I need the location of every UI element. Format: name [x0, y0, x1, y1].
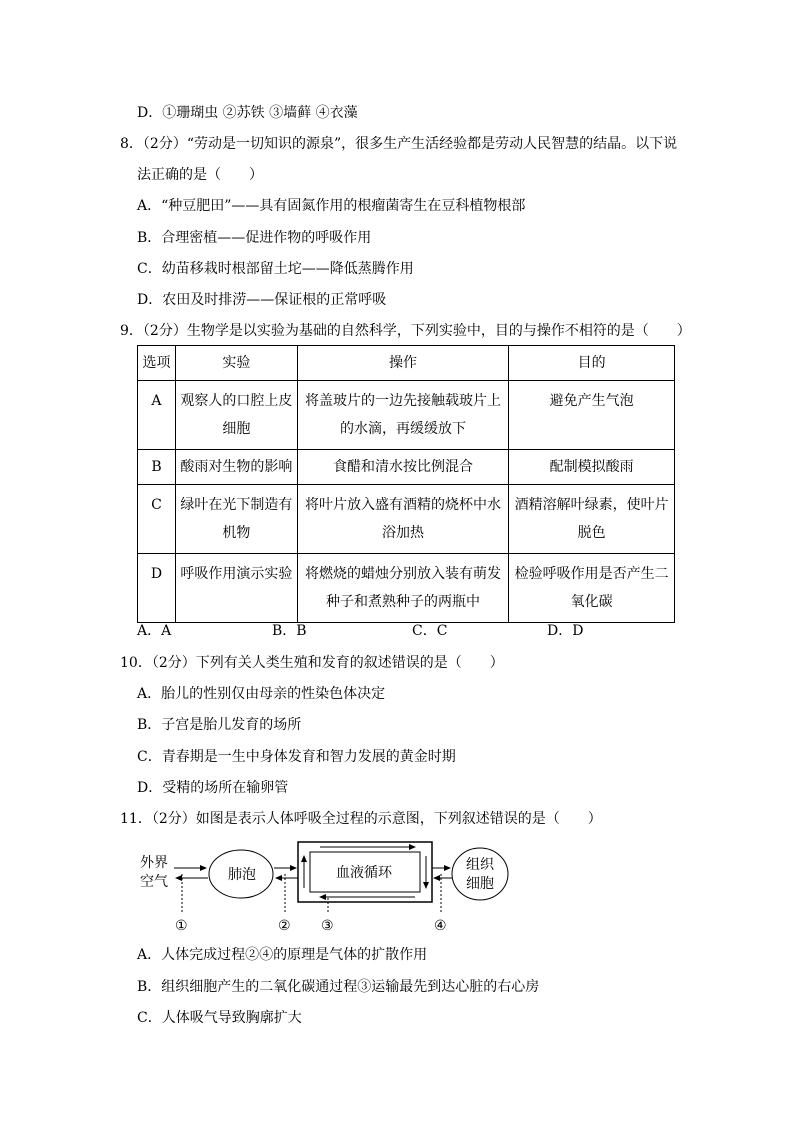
table-row [138, 381, 675, 450]
cell-option: C [138, 485, 176, 554]
cell-experiment: 观察人的口腔上皮细胞 [175, 381, 297, 450]
q8-stem-line2: 法正确的是（ ） [137, 167, 263, 183]
process-4-label: ④ [434, 918, 447, 934]
outside-air-label-2: 空气 [140, 874, 168, 890]
q9-stem: 9．（2分）生物学是以实验为基础的自然科学，下列实验中，目的与操作不相符的是（ ） [120, 323, 691, 339]
cell-experiment: 呼吸作用演示实验 [175, 554, 297, 623]
process-2-label: ② [278, 918, 291, 934]
q8-option-d: D．农田及时排涝——保证根的正常呼吸 [137, 292, 387, 308]
q8-option-c: C．幼苗移栽时根部留土坨——降低蒸腾作用 [137, 261, 414, 277]
table-header-row [138, 346, 675, 381]
q8-option-a: A．“种豆肥田”——具有固氮作用的根瘤菌寄生在豆科植物根部 [137, 198, 526, 214]
q11-stem: 11．（2分）如图是表示人体呼吸全过程的示意图，下列叙述错误的是（ ） [120, 811, 602, 827]
outside-air-label-1: 外界 [140, 855, 168, 871]
table-row [138, 554, 675, 623]
q11-option-c: C．人体吸气导致胸廓扩大 [137, 1010, 302, 1026]
cell-purpose: 避免产生气泡 [509, 381, 675, 450]
cell-operation: 将叶片放入盛有酒精的烧杯中水浴加热 [297, 485, 509, 554]
tissue-cell-label-1: 组织 [466, 857, 494, 873]
cell-experiment: 绿叶在光下制造有机物 [175, 485, 297, 554]
header-experiment: 实验 [175, 346, 297, 381]
q9-answer-c: C．C [412, 623, 448, 639]
process-3-label: ③ [321, 918, 334, 934]
q10-option-b: B．子宫是胎儿发育的场所 [137, 717, 302, 733]
cell-operation: 食醋和清水按比例混合 [297, 450, 509, 485]
blood-circulation-label: 血液循环 [336, 865, 392, 881]
alveoli-label: 肺泡 [228, 867, 256, 883]
header-operation: 操作 [297, 346, 509, 381]
tissue-cell-label-2: 细胞 [466, 876, 494, 892]
tissue-cell-ellipse [452, 848, 508, 900]
q7-option-d: D．①珊瑚虫 ②苏铁 ③墙藓 ④衣藻 [137, 105, 358, 121]
cell-operation: 将燃烧的蜡烛分别放入装有萌发种子和煮熟种子的两瓶中 [297, 554, 509, 623]
q9-answer-a: A．A [137, 623, 172, 639]
q11-option-a: A．人体完成过程②④的原理是气体的扩散作用 [137, 947, 428, 963]
q8-option-b: B．合理密植——促进作物的呼吸作用 [137, 230, 372, 246]
table-row [138, 450, 675, 485]
q10-option-c: C．青春期是一生中身体发育和智力发展的黄金时期 [137, 749, 456, 765]
q10-option-d: D．受精的场所在输卵管 [137, 780, 289, 796]
q9-answer-b: B．B [272, 623, 307, 639]
q9-experiment-table [137, 345, 675, 623]
cell-operation: 将盖玻片的一边先接触载玻片上的水滴，再缓缓放下 [297, 381, 509, 450]
process-1-label: ① [175, 918, 188, 934]
q10-stem: 10．（2分）下列有关人类生殖和发育的叙述错误的是（ ） [120, 655, 504, 671]
cell-option: D [138, 554, 176, 623]
cell-purpose: 检验呼吸作用是否产生二氧化碳 [509, 554, 675, 623]
q11-option-b: B．组织细胞产生的二氧化碳通过程③运输最先到达心脏的右心房 [137, 979, 540, 995]
q8-stem-line1: 8．（2分）“劳动是一切知识的源泉”，很多生产生活经验都是劳动人民智慧的结晶。以下说 [120, 136, 678, 152]
header-option: 选项 [138, 346, 176, 381]
q10-option-a: A．胎儿的性别仅由母亲的性染色体决定 [137, 686, 386, 702]
q9-answer-d: D．D [547, 623, 584, 639]
cell-option: B [138, 450, 176, 485]
cell-option: A [138, 381, 176, 450]
cell-purpose: 配制模拟酸雨 [509, 450, 675, 485]
respiration-diagram [130, 836, 530, 936]
table-row [138, 485, 675, 554]
cell-experiment: 酸雨对生物的影响 [175, 450, 297, 485]
cell-purpose: 酒精溶解叶绿素，使叶片脱色 [509, 485, 675, 554]
header-purpose: 目的 [509, 346, 675, 381]
